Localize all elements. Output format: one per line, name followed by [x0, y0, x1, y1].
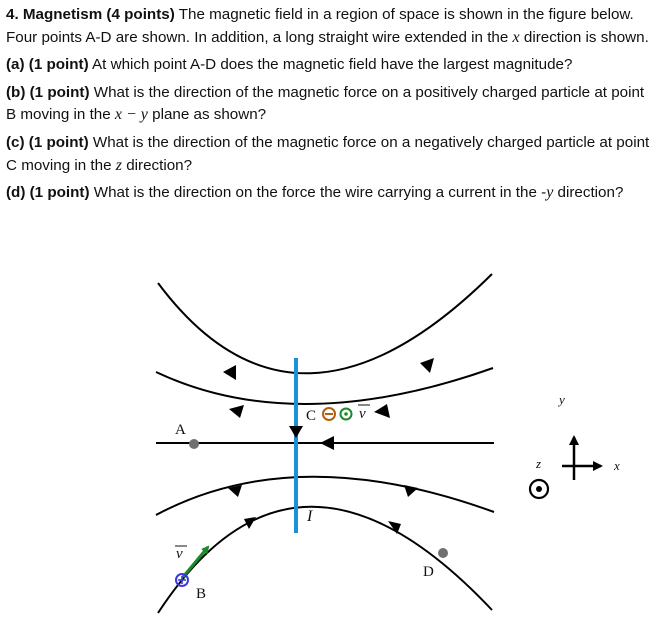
point-d-label: D	[423, 564, 434, 580]
out-of-page-z-symbol	[530, 480, 548, 498]
velocity-arrow-b	[183, 547, 208, 577]
out-of-page-velocity-symbol	[341, 409, 352, 420]
point-a-label: A	[175, 422, 186, 438]
wire-current-label: I	[307, 508, 313, 525]
field-arrow-7	[404, 485, 418, 497]
part-b: (b) (1 point) What is the direction of the magnetic force on a positively charged particle at point B moving in the x − y plane as shown?	[6, 83, 645, 124]
point-c-label: C	[306, 408, 317, 424]
axis-z-label: z	[536, 456, 542, 471]
point-b-label: B	[196, 586, 207, 602]
field-line-bottom-outer	[158, 507, 492, 613]
field-arrow-4	[374, 404, 390, 418]
velocity-label-b: v	[176, 546, 183, 562]
part-a: (a) (1 point) At which point A-D does the magnetic field have the largest magnitude?	[6, 56, 573, 74]
field-arrow-2	[420, 358, 434, 373]
point-d-marker	[438, 548, 448, 558]
coordinate-axes	[530, 392, 620, 498]
axis-x-label: x	[614, 458, 620, 473]
field-line-bottom-inner	[156, 477, 494, 515]
point-b-charge-symbol	[176, 574, 188, 586]
current-direction-arrow	[289, 426, 303, 438]
problem-heading: 4. Magnetism (4 points)	[6, 6, 175, 23]
axis-y-label: y	[559, 392, 565, 407]
field-arrow-8	[244, 517, 256, 529]
velocity-label-c: v	[359, 406, 366, 422]
part-c: (c) (1 point) What is the direction of the magnetic force on a negatively charged particle at point C moving in the z direction?	[6, 133, 650, 174]
problem-intro: 4. Magnetism (4 points) The magnetic field in a region of space is shown in the figure below. Four points A-D are shown. In addition, a long straight wire extended in the x direction is shown.	[6, 6, 649, 46]
part-d: (d) (1 point) What is the direction on the force the wire carrying a current in the -y direction?	[6, 184, 624, 202]
field-arrow-1	[223, 365, 236, 380]
field-arrow-5	[320, 436, 334, 450]
field-line-top-inner	[156, 368, 493, 404]
field-line-top-outer	[158, 274, 492, 373]
point-a-marker	[189, 439, 199, 449]
field-arrow-3	[229, 405, 244, 418]
negative-charge-symbol	[323, 408, 335, 420]
